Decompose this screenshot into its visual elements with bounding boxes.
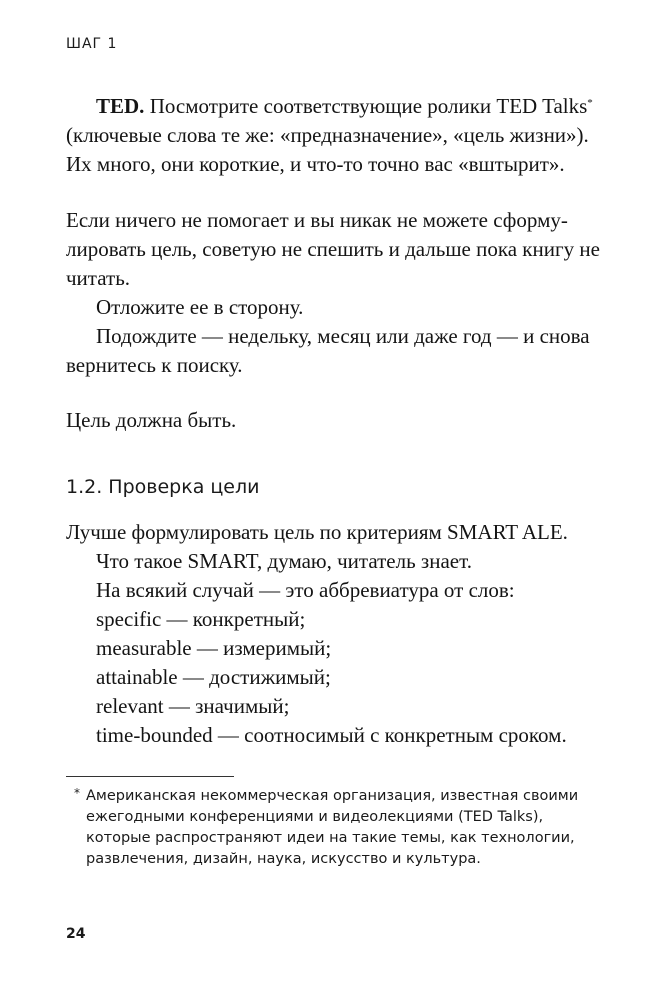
ted-paragraph <box>66 92 606 179</box>
smart-term-specific: specific — конкретный; <box>96 607 306 631</box>
running-head: ШАГ 1 <box>66 36 118 52</box>
footnote-mark: * <box>74 786 80 800</box>
footnote-divider <box>66 776 234 777</box>
advice-paragraph-2: Отложите ее в сторону. <box>96 295 304 319</box>
ted-line-2: (ключевые слова те же: «предназначение», «цель жизни»). <box>66 123 589 147</box>
smart-term-attainable: attainable — достижимый; <box>96 665 331 689</box>
ted-line-3: Их много, они короткие, и что-то точно вас «вштырит». <box>66 152 565 176</box>
ted-line-1: Посмотрите соответствующие ролики TED Talks <box>144 94 588 118</box>
footnote-text: Американская некоммерческая организация, известная своими ежегодными конференциями и видеолекциями (TED Talks), которые распространяют идеи на такие темы, как технологии, развлечения, дизайн, наука, искусство и культура. <box>86 788 579 867</box>
smart-line-2: Что такое SMART, думаю, читатель знает. <box>96 549 472 573</box>
advice-block <box>66 206 606 380</box>
advice-paragraph-1: Если ничего не помогает и вы никак не можете сформулировать цель, советую не спешить и дальше пока книгу не читать. <box>66 208 600 290</box>
smart-term-measurable: measurable — измеримый; <box>96 636 332 660</box>
advice-paragraph-3: Подождите — недельку, месяц или даже год — и снова вернитесь к поиску. <box>66 324 590 377</box>
smart-intro: Лучше формулировать цель по критериям SMART ALE. <box>66 520 568 544</box>
smart-term-time-bounded: time-bounded — соотносимый с конкретным сроком. <box>96 723 567 747</box>
footnote <box>72 786 606 870</box>
ted-lead: TED. <box>96 94 145 118</box>
smart-block <box>66 518 606 750</box>
smart-line-3: На всякий случай — это аббревиатура от слов: <box>96 578 515 602</box>
goal-statement: Цель должна быть. <box>66 408 237 432</box>
section-heading: 1.2. Проверка цели <box>66 476 260 498</box>
smart-term-relevant: relevant — значимый; <box>96 694 290 718</box>
goal-block <box>66 406 606 435</box>
page-number: 24 <box>66 926 86 942</box>
footnote-reference: * <box>587 97 593 109</box>
